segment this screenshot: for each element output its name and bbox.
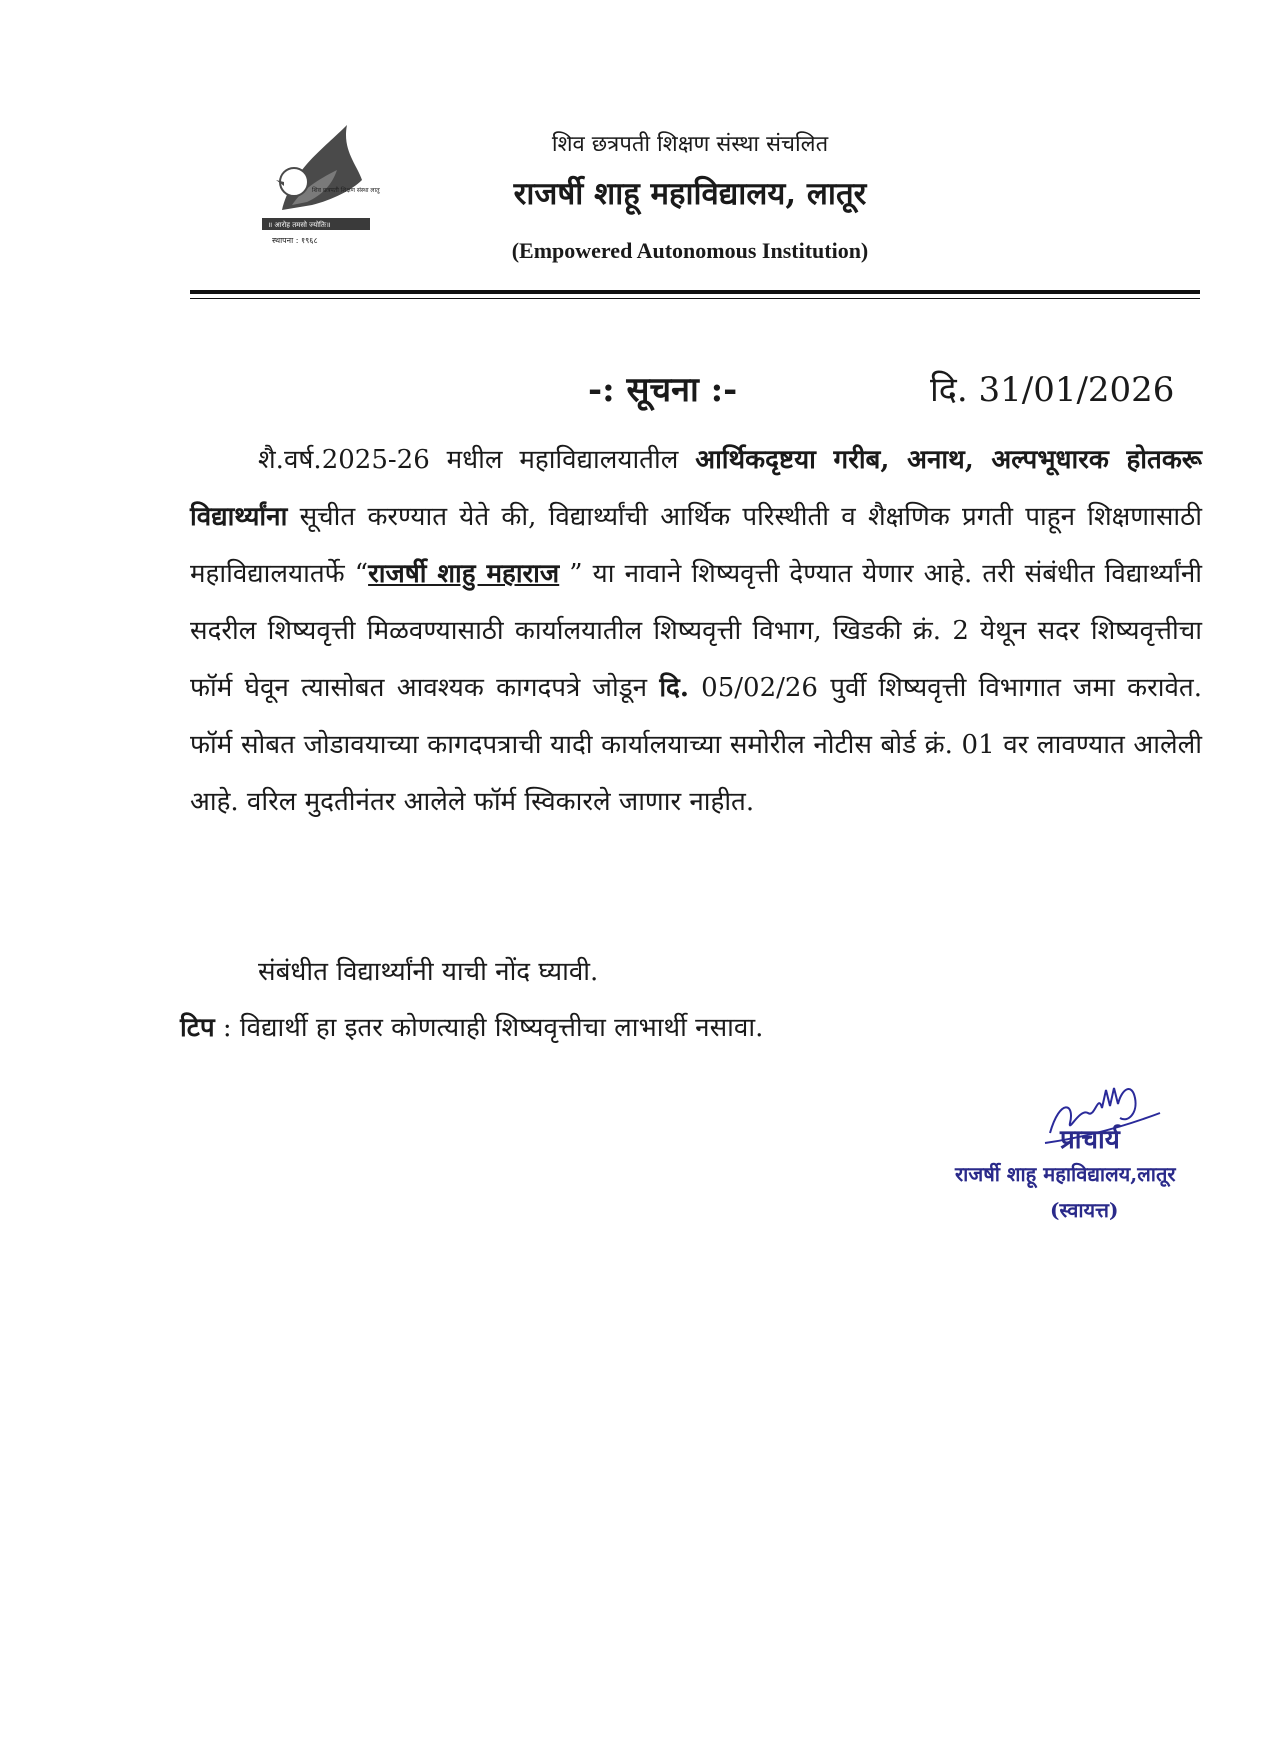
header-divider-thin [190,298,1200,299]
scholarship-name: राजर्षी शाहु महाराज [368,559,560,589]
notice-body [190,432,1202,831]
tip-note [180,1008,763,1044]
body-intro: शै.वर्ष.2025-26 मधील महाविद्यालयातील [258,445,696,475]
logo-established: स्थापना : १९६८ [272,236,318,245]
institution-status: (Empowered Autonomous Institution) [511,238,869,263]
principal-title: प्राचार्य [1060,1125,1120,1155]
college-name: राजर्षी शाहू महाविद्यालय, लातूर [513,176,867,212]
body-description: सूचीत करण्यात येते की, विद्यार्थ्यांची आर्थिक परिस्थीती व शैक्षणिक प्रगती पाहून शिक्षणासाठी महाविद्यालयातर्फे “ [190,502,1202,589]
notice-date: दि. 31/01/2026 [930,370,1175,410]
parent-organization: शिव छत्रपती शिक्षण संस्था संचलित [551,132,829,157]
body-deadline: 05/02/26 पुर्वी शिष्यवृत्ती विभागात जमा करावेत. फॉर्म सोबत जोडावयाच्या कागदपत्राची यादी कार्यालयाच्या समोरील नोटीस बोर्ड क्रं. 01 वर लावण्यात आलेली आहे. वरिल मुदतीनंतर आलेले फॉर्म स्विकारले जाणार नाहीत. [190,673,1202,817]
notice-title: -: सूचना :- [588,370,738,410]
deadline-prefix: दि. [659,673,689,703]
stamp-college: राजर्षी शाहू महाविद्यालय,लातूर [955,1162,1176,1186]
logo-motto: ॥ आरोह तमसो ज्योतिः॥ [268,221,331,229]
body-target-students: आर्थिकदृष्टया गरीब, अनाथ, अल्पभूधारक होतकरू विद्यार्थ्यांना [190,445,1202,532]
tip-label: टिप [180,1013,215,1043]
college-logo [262,110,380,260]
logo-org-text: शिव छत्रपती शिक्षण संस्था लातूर [312,187,380,194]
stamp-status: (स्वायत्त) [1050,1198,1119,1222]
body-instructions: ” या नावाने शिष्यवृत्ती देण्यात येणार आहे. तरी संबंधीत विद्यार्थ्यांनी सदरील शिष्यवृत्ती मिळवण्यासाठी कार्यालयातील शिष्यवृत्ती विभाग, खिडकी क्रं. 2 येथून सदर शिष्यवृत्तीचा फॉर्म घेवून त्यासोबत आवश्यक कागदपत्रे जोडून [190,559,1202,703]
note-acknowledge: संबंधीत विद्यार्थ्यांनी याची नोंद घ्यावी. [258,957,599,987]
header-divider-thick [190,290,1200,294]
tip-text: : विद्यार्थी हा इतर कोणत्याही शिष्यवृत्तीचा लाभार्थी नसावा. [214,1013,764,1043]
